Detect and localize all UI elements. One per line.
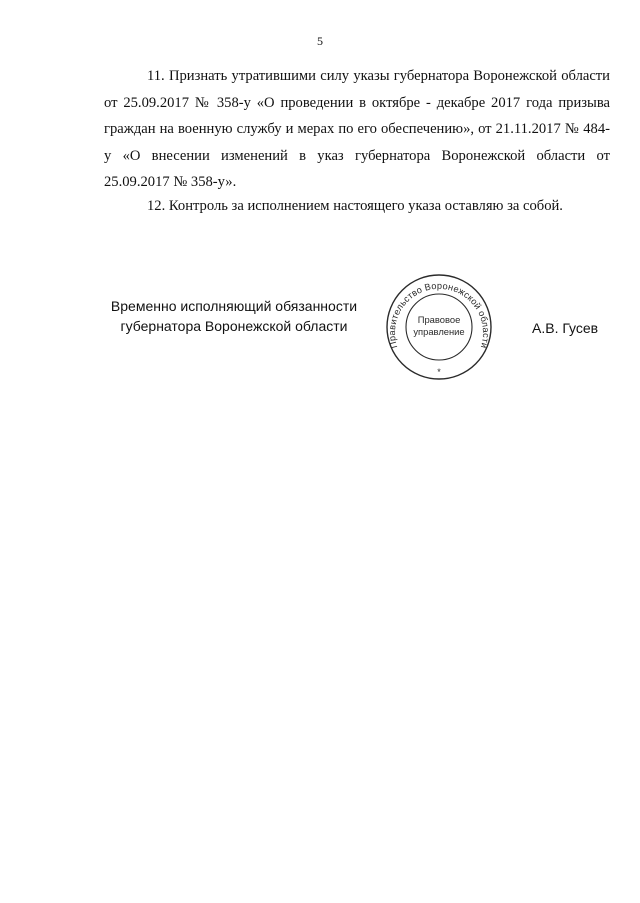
stamp-inner-line-1: Правовое [417, 314, 461, 325]
stamp-star-mark: * [437, 367, 441, 377]
paragraph-12: 12. Контроль за исполнением настоящего указа оставляю за собой. [147, 198, 563, 214]
signature-position-line-2: губернатора Воронежской области [120, 318, 348, 334]
stamp-outer-text: Правительство Воронежской области [386, 280, 492, 350]
signature-name: А.В. Гусев [532, 320, 599, 336]
signature-position [100, 296, 368, 336]
stamp-inner-line-2: управление [413, 326, 465, 337]
page-number: 5 [317, 34, 323, 48]
paragraph-11: 11. Признать утратившими силу указы губернатора Воронежской области от 25.09.2017 № 358-у «О проведении в октябре - декабре 2017 года призыва граждан на военную службу и мерах по его обеспечению», от 21.11.2017 № 484-у «О внесении изменений в указ губернатора Воронежской области от 25.09.2017 № 358-у». [104, 68, 610, 190]
signature-position-line-1: Временно исполняющий обязанности [110, 298, 358, 314]
official-stamp [384, 273, 494, 381]
